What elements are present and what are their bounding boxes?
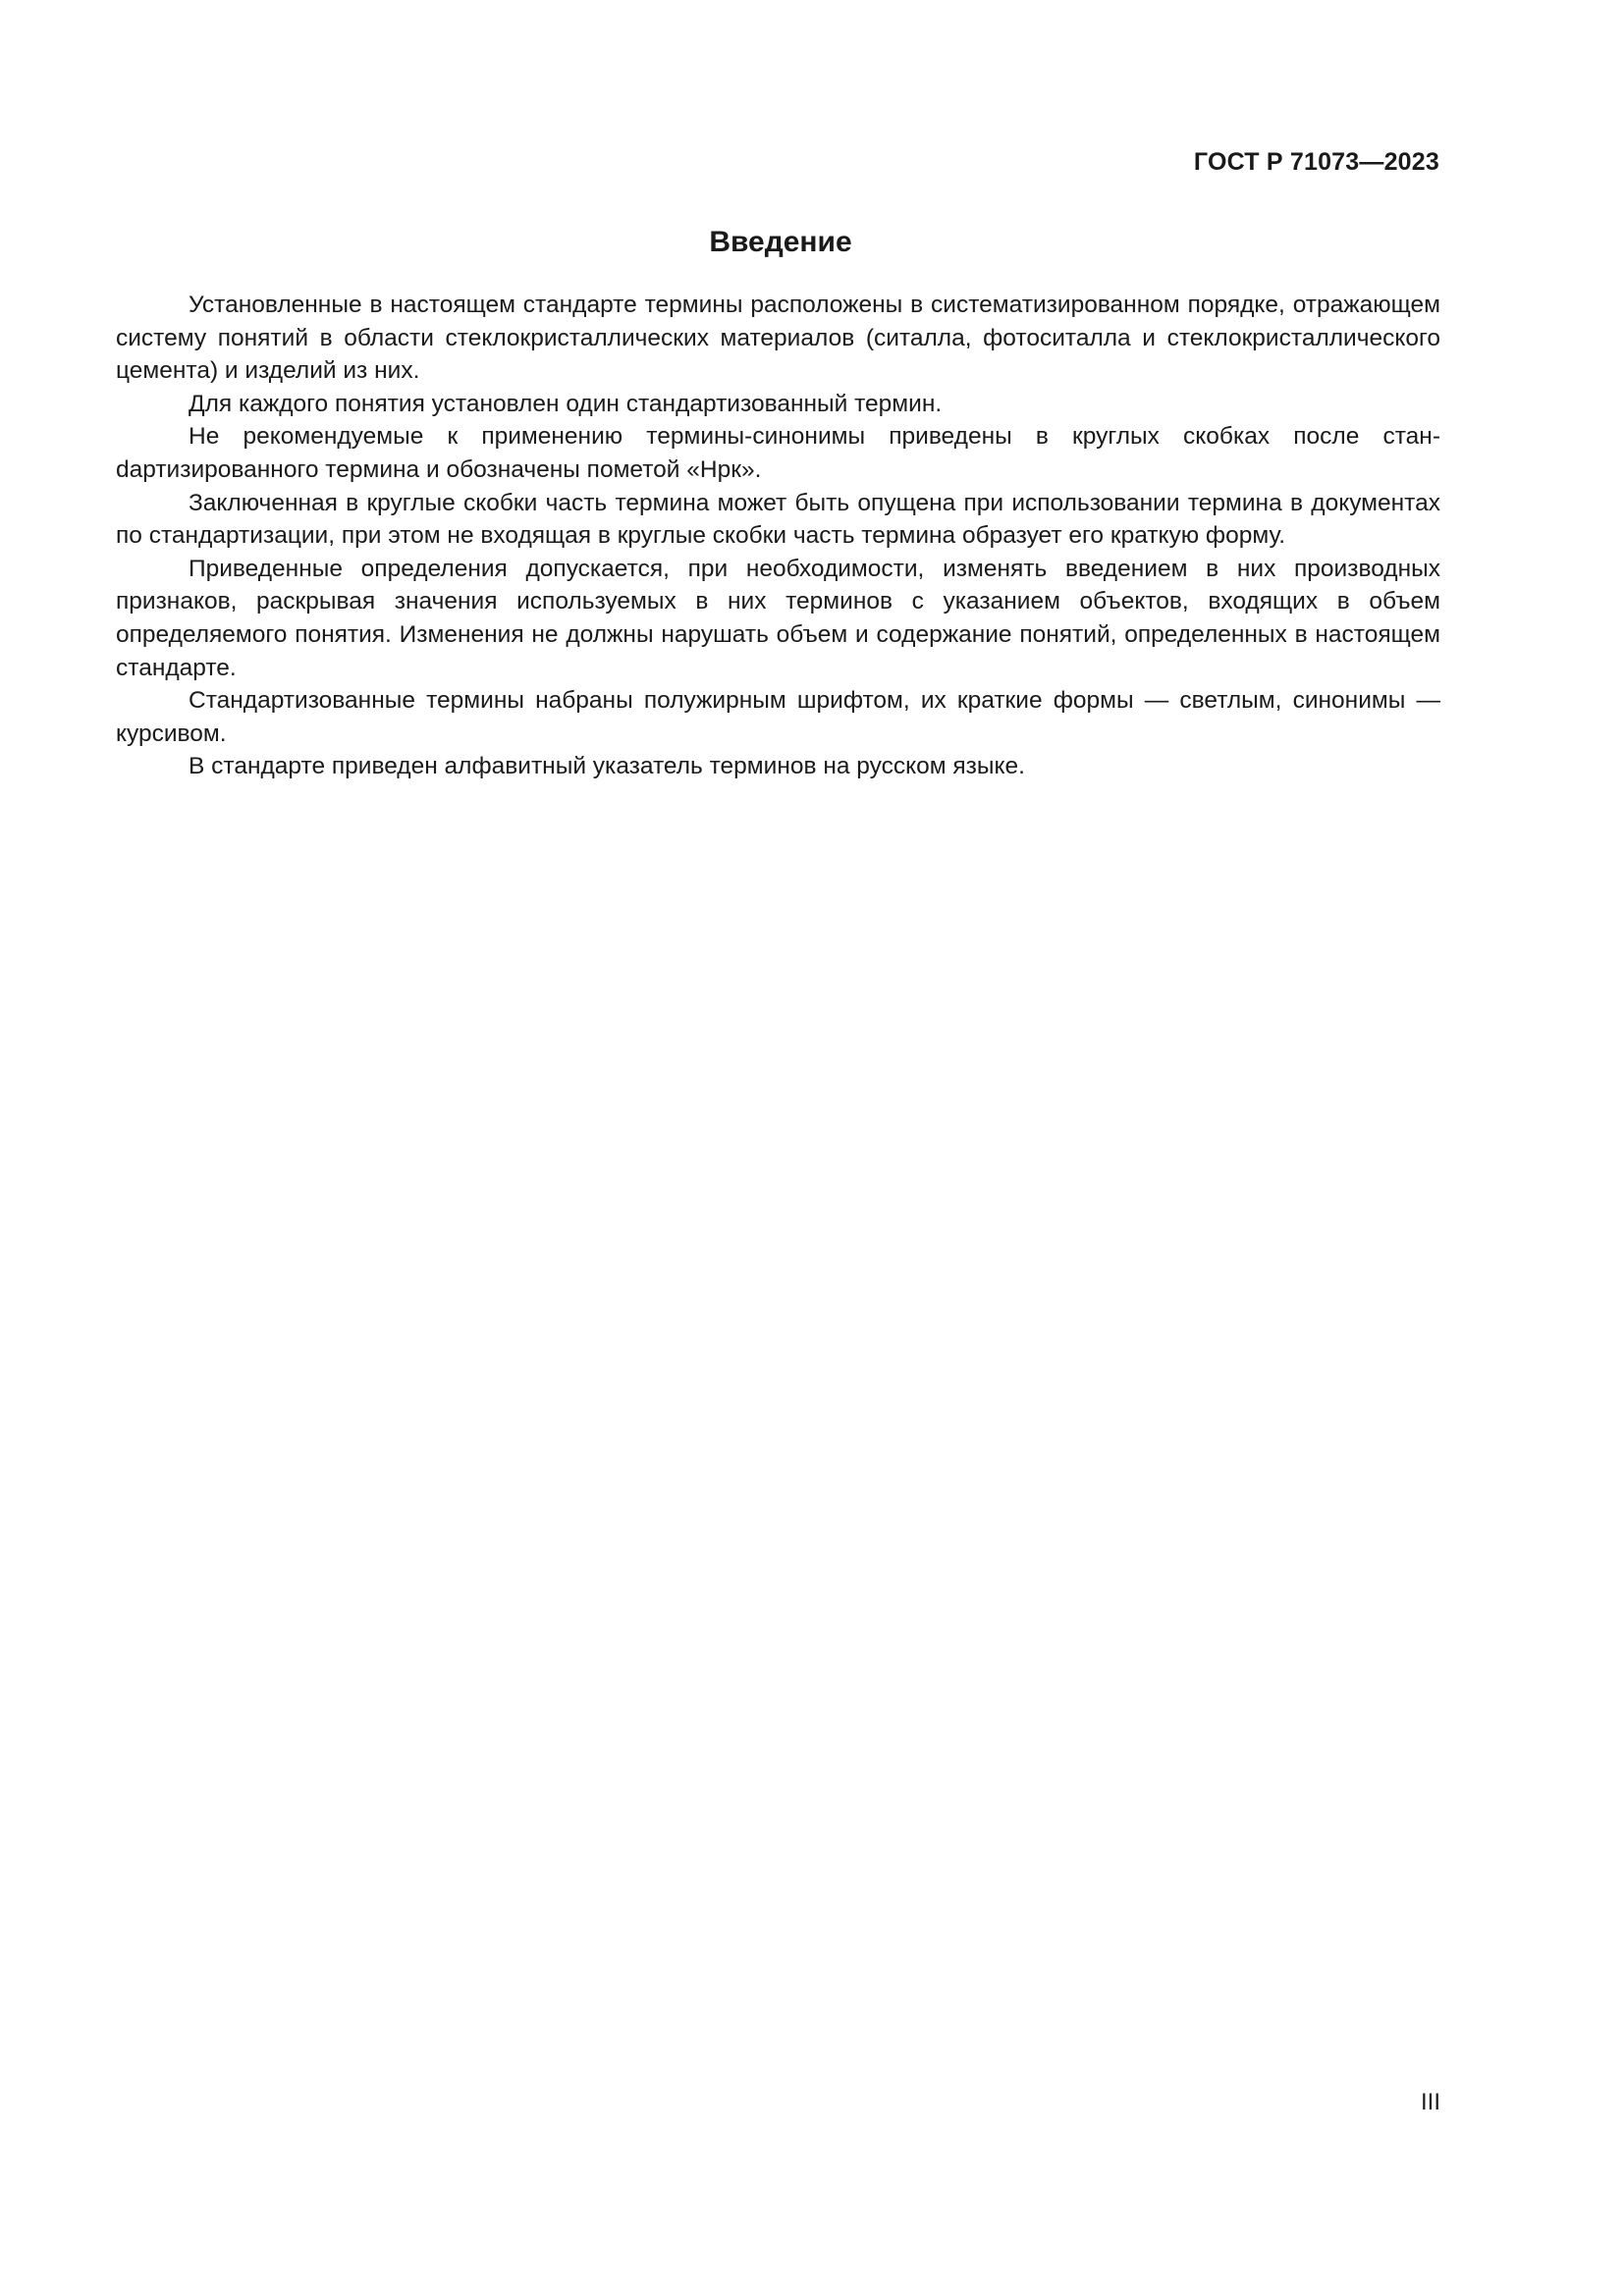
paragraph: В стандарте приведен алфавитный указатель терминов на русском языке. <box>189 753 1025 780</box>
paragraph: Стандартизованные термины набраны полужирным шрифтом, их краткие формы — светлым, синонимы — курсивом. <box>116 687 1440 747</box>
document-code: ГОСТ Р 71073—2023 <box>1193 148 1439 176</box>
introduction-body <box>116 289 1440 783</box>
section-title: Введение <box>709 226 852 258</box>
paragraph: Установленные в настоящем стандарте термины расположены в систематизированном порядке, отражающем систему понятий в области стеклокристаллических материалов (ситалла, фотоситалла и стеклокристаллического цемента) и изделий из них. <box>116 292 1440 385</box>
paragraph: Для каждого понятия установлен один стандартизованный термин. <box>189 390 943 417</box>
paragraph: Не рекомендуемые к применению термины-синонимы приведены в круглых скобках после станdартизированного термина и обозначены пометой «Нрк». <box>116 423 1440 483</box>
paragraph: Приведенные определения допускается, при необходимости, изменять введением в них производных признаков, раскрывая значения используемых в них терминов с указанием объектов, входящих в объем определяемого понятия. Изменения не должны нарушать объем и содержание понятий, определенных в настоящем стандарте. <box>116 555 1440 681</box>
paragraph: Заключенная в круглые скобки часть термина может быть опущена при использовании термина в документах по стандартизации, при этом не входящая в круглые скобки часть термина образует его краткую форму. <box>116 489 1440 550</box>
page-number: III <box>1420 2089 1440 2115</box>
